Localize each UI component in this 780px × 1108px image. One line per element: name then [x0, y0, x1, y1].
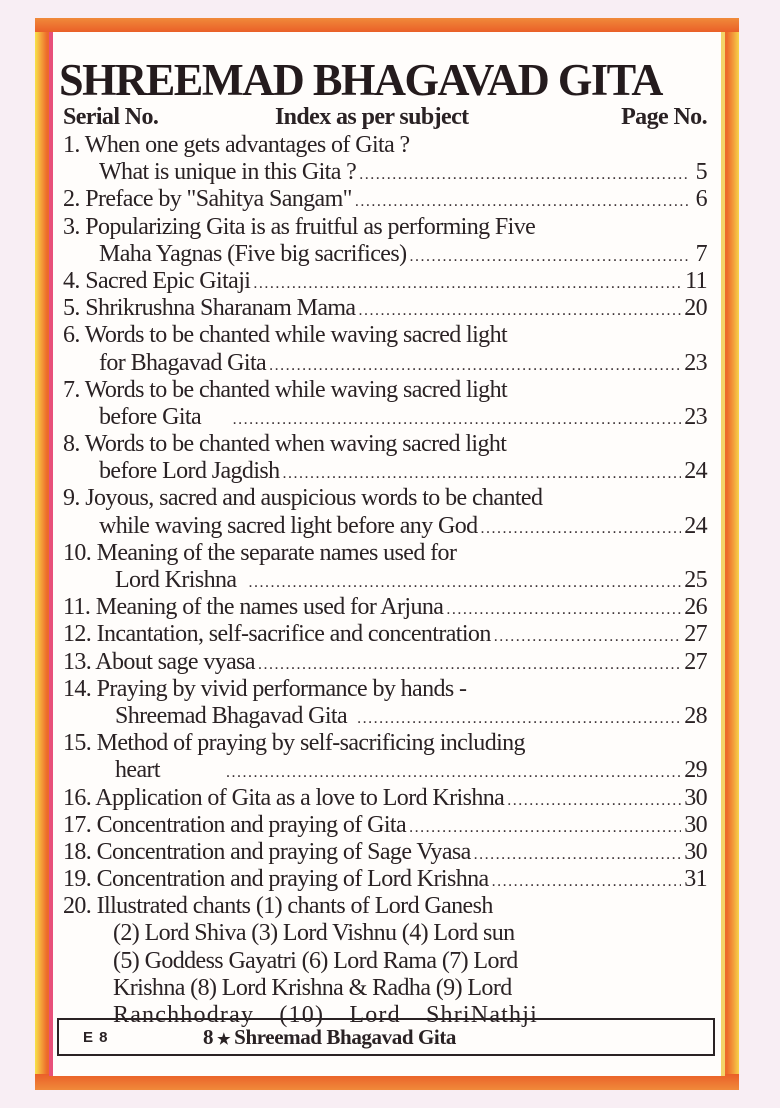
- entry-page: 24: [684, 512, 707, 539]
- entry-number: 18.: [63, 838, 92, 865]
- index-entry-12: [63, 621, 707, 648]
- index-entry-19: [63, 866, 707, 893]
- dot-leader: [507, 787, 681, 814]
- entry-text: Concentration and praying of Gita: [96, 811, 407, 838]
- entry-number: 5.: [63, 295, 80, 322]
- index-entry-9-cont: [63, 513, 707, 540]
- entry-text: What is unique in this Gita ?: [99, 159, 357, 186]
- entry-text: Shrikrushna Sharanam Mama: [85, 295, 356, 322]
- index-entry-6: [63, 322, 707, 349]
- entry-page: 30: [684, 811, 707, 838]
- entry-text: Lord Krishna: [115, 567, 237, 593]
- page-footer: [57, 1018, 715, 1056]
- entry-page: 30: [684, 784, 707, 811]
- entry-text: Concentration and praying of Lord Krishna: [96, 866, 489, 893]
- entry-number: 11.: [63, 594, 91, 621]
- entry-text: Meaning of the names used for Arjuna: [95, 594, 444, 621]
- entry-text: Krishna (8) Lord Krishna & Radha (9) Lord: [113, 974, 512, 1001]
- entry-text: Popularizing Gita is as fruitful as performing Five: [85, 213, 536, 240]
- entry-text: Shreemad Bhagavad Gita: [115, 702, 348, 729]
- index-entry-14-cont: [63, 703, 707, 730]
- dot-leader: [494, 623, 681, 650]
- dot-leader: [481, 515, 682, 542]
- header-subject: Index as per subject: [274, 104, 469, 130]
- index-entry-7-cont: [63, 404, 707, 431]
- entry-page: 27: [684, 648, 707, 675]
- entry-text: (5) Goddess Gayatri (6) Lord Rama (7) Lord: [113, 947, 518, 974]
- entry-number: 1.: [63, 132, 80, 158]
- index-entry-20-cont-2: [63, 948, 707, 975]
- index-entry-13: [63, 649, 707, 676]
- entry-text: heart: [115, 757, 160, 784]
- page-title: SHREEMAD BHAGAVAD GITA: [59, 55, 662, 105]
- entry-text: Words to be chanted when waving sacred light: [84, 431, 507, 458]
- entry-page: 29: [684, 757, 707, 784]
- entry-page: 28: [684, 702, 707, 729]
- dot-leader: [446, 596, 681, 623]
- page-border-frame: [35, 18, 739, 1090]
- index-entry-18: [63, 839, 707, 866]
- entry-text: Words to be chanted while waving sacred light: [84, 322, 508, 349]
- entry-page: 23: [684, 403, 707, 430]
- index-column-headers: [63, 104, 707, 131]
- entry-number: 9.: [63, 485, 80, 512]
- entry-number: 17.: [63, 811, 92, 838]
- dot-leader: [355, 188, 690, 215]
- index-entry-1: [63, 132, 707, 159]
- dot-leader: [357, 705, 681, 732]
- footer-book-title: Shreemad Bhagavad Gita: [234, 1024, 457, 1049]
- entry-page: 23: [684, 349, 707, 376]
- dot-leader: [359, 297, 682, 324]
- entry-number: 10.: [63, 539, 92, 566]
- entry-number: 19.: [63, 866, 92, 893]
- index-entry-14: [63, 676, 707, 703]
- index-entry-16: [63, 785, 707, 812]
- entry-text: Meaning of the separate names used for: [96, 539, 457, 566]
- index-entry-7: [63, 377, 707, 404]
- entry-text: Method of praying by self-sacrificing including: [96, 730, 525, 757]
- index-entry-10: [63, 540, 707, 567]
- dot-leader: [492, 868, 682, 895]
- dot-leader: [248, 569, 681, 596]
- entry-page: 25: [684, 567, 707, 593]
- entry-number: 4.: [63, 267, 80, 294]
- entry-number: 20.: [63, 893, 92, 920]
- entry-page: 27: [684, 621, 707, 648]
- entry-number: 12.: [63, 621, 92, 648]
- entry-page: 31: [684, 866, 707, 893]
- index-entry-10-cont: [63, 567, 707, 594]
- index-list: [63, 132, 707, 1029]
- entry-page: 26: [684, 594, 707, 621]
- entry-text: Preface by "Sahitya Sangam": [85, 186, 352, 213]
- entry-text: (2) Lord Shiva (3) Lord Vishnu (4) Lord sun: [113, 920, 515, 947]
- entry-text: Incantation, self-sacrifice and concentration: [96, 621, 491, 648]
- entry-number: 3.: [63, 213, 80, 240]
- dot-leader: [269, 352, 681, 379]
- entry-page: 30: [684, 838, 707, 865]
- dot-leader: [233, 406, 682, 433]
- footer-page-number: 8: [203, 1024, 214, 1049]
- entry-text: before Gita: [99, 403, 202, 430]
- entry-text: When one gets advantages of Gita ?: [84, 132, 410, 158]
- entry-number: 2.: [63, 186, 80, 213]
- entry-number: 15.: [63, 730, 92, 757]
- entry-text: Sacred Epic Gitaji: [85, 267, 251, 294]
- entry-number: 7.: [63, 376, 80, 403]
- index-entry-1-cont: [63, 159, 707, 186]
- index-entry-4: [63, 268, 707, 295]
- index-entry-5: [63, 295, 707, 322]
- entry-page: 24: [684, 458, 707, 485]
- entry-text: Concentration and praying of Sage Vyasa: [96, 838, 471, 865]
- entry-number: 13.: [63, 648, 92, 675]
- entry-text: Illustrated chants (1) chants of Lord Ganesh: [96, 893, 493, 920]
- index-entry-6-cont: [63, 350, 707, 377]
- dot-leader: [474, 841, 682, 868]
- entry-number: 6.: [63, 322, 80, 349]
- entry-text: Joyous, sacred and auspicious words to be chanted: [85, 485, 543, 512]
- entry-text: Ranchhodray (10) Lord ShriNathji: [113, 1002, 538, 1028]
- star-icon: ★: [217, 1031, 231, 1048]
- entry-number: 8.: [63, 431, 80, 458]
- dot-leader: [409, 243, 690, 270]
- entry-page: 20: [684, 295, 707, 322]
- entry-text: Maha Yagnas (Five big sacrifices): [99, 240, 407, 267]
- dot-leader: [253, 270, 682, 297]
- index-entry-2: [63, 186, 707, 213]
- entry-page: 6: [695, 186, 707, 213]
- entry-text: for Bhagavad Gita: [99, 349, 267, 376]
- index-entry-15-cont: [63, 757, 707, 784]
- index-entry-20-cont-3: [63, 975, 707, 1002]
- entry-text: Words to be chanted while waving sacred light: [84, 376, 508, 403]
- entry-text: About sage vyasa: [95, 648, 255, 675]
- index-entry-11: [63, 594, 707, 621]
- entry-text: Application of Gita as a love to Lord Krishna: [95, 784, 505, 811]
- footer-title: [203, 1025, 456, 1050]
- index-entry-3-cont: [63, 241, 707, 268]
- header-page-no: Page No.: [621, 104, 707, 130]
- index-entry-20: [63, 893, 707, 920]
- dot-leader: [409, 814, 681, 841]
- index-entry-9: [63, 485, 707, 512]
- entry-number: 16.: [63, 784, 92, 811]
- index-entry-3: [63, 214, 707, 241]
- index-entry-17: [63, 812, 707, 839]
- footer-code: E 8: [83, 1028, 109, 1046]
- dot-leader: [258, 651, 681, 678]
- page-content: [49, 32, 725, 1076]
- header-serial-no: Serial No.: [63, 104, 159, 130]
- index-entry-20-cont-1: [63, 920, 707, 947]
- entry-text: before Lord Jagdish: [99, 458, 280, 485]
- dot-leader: [283, 460, 682, 487]
- index-entry-15: [63, 730, 707, 757]
- entry-page: 11: [685, 267, 707, 294]
- dot-leader: [359, 161, 690, 188]
- entry-text: Praying by vivid performance by hands -: [96, 675, 467, 702]
- entry-page: 7: [695, 240, 707, 267]
- entry-number: 14.: [63, 675, 92, 702]
- dot-leader: [226, 759, 681, 786]
- entry-page: 5: [695, 159, 707, 186]
- index-entry-8: [63, 431, 707, 458]
- entry-text: while waving sacred light before any God: [99, 512, 478, 539]
- index-entry-8-cont: [63, 458, 707, 485]
